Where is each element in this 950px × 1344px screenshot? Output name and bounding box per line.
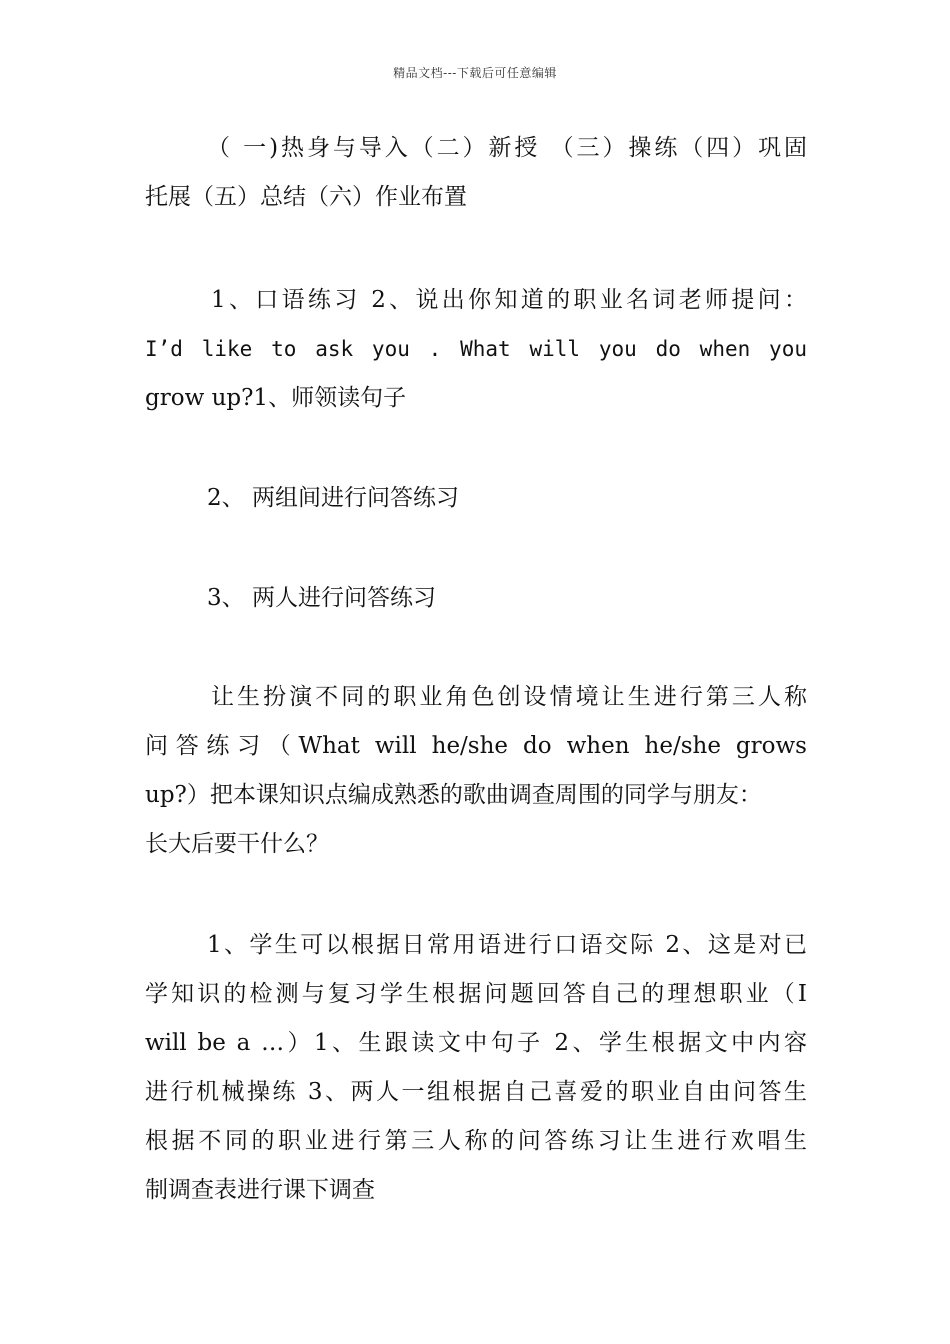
text-line: up?）把本课知识点编成熟悉的歌曲调查周围的同学与朋友： — [145, 782, 762, 808]
text-line: 长大后要干什么？ — [145, 831, 329, 857]
text-line: will be a …）1、生跟读文中句子 2、学生根据文中内容 — [145, 1030, 807, 1056]
text-line: 1、学生可以根据日常用语进行口语交际 2、这是对已 — [207, 932, 807, 958]
text-line: 进行机械操练 3、两人一组根据自己喜爱的职业自由问答生 — [145, 1079, 807, 1105]
text-line: 1、口语练习 2、说出你知道的职业名词老师提问： — [211, 287, 807, 313]
text-line: 问答练习（What will he/she do when he/she grows — [145, 733, 807, 759]
paragraph-role-play — [145, 673, 807, 869]
text-line: 托展（五）总结（六）作业布置 — [145, 184, 467, 210]
page-header: 精品文档---下载后可任意编辑 — [393, 66, 557, 80]
paragraph-pair-practice — [145, 574, 807, 623]
paragraph-lesson-stages — [145, 124, 807, 222]
paragraph-group-practice — [145, 474, 807, 523]
text-line: 制调查表进行课下调查 — [145, 1177, 375, 1203]
text-line: I’d like to ask you . What will you do when you — [145, 337, 807, 361]
text-line: 学知识的检测与复习学生根据问题回答自己的理想职业（I — [145, 981, 807, 1007]
paragraph-oral-practice — [145, 276, 807, 423]
text-line: grow up?1、师领读句子 — [145, 385, 407, 411]
text-line: 2、 两组间进行问答练习 — [207, 485, 459, 511]
text-line: 3、 两人进行问答练习 — [207, 585, 436, 611]
text-line: 根据不同的职业进行第三人称的问答练习让生进行欢唱生 — [145, 1128, 807, 1154]
text-line: （ 一)热身与导入（二）新授 （三）操练（四）巩固 — [207, 135, 807, 161]
paragraph-student-activities — [145, 921, 807, 1215]
text-line: 让生扮演不同的职业角色创设情境让生进行第三人称 — [211, 684, 807, 710]
